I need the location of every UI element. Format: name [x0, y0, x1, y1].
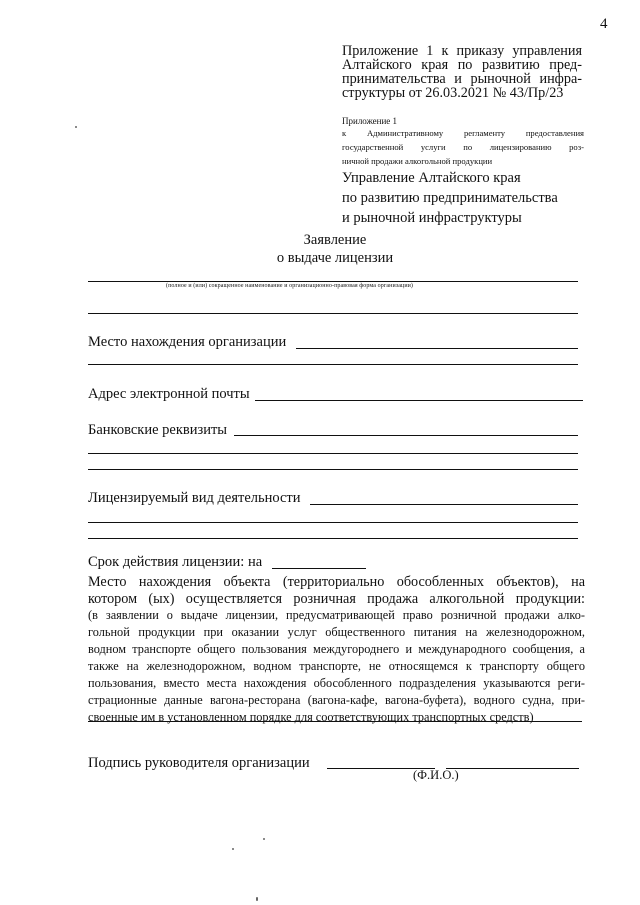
signature-label: Подпись руководителя организации [88, 755, 310, 771]
order-annex-line: Алтайского края по развитию пред- [342, 57, 582, 73]
license-validity-label: Срок действия лицензии: на [88, 554, 263, 570]
email-label: Адрес электронной почты [88, 386, 250, 402]
email-field-line[interactable] [255, 400, 583, 401]
regulation-annex-text [342, 126, 584, 168]
recipient-block [342, 168, 558, 228]
document-title: Заявление [303, 232, 367, 248]
location-label: Место нахождения организации [88, 334, 287, 350]
licensed-activity-field-line-2[interactable] [88, 522, 578, 523]
order-annex-line: Приложение 1 к приказу управления [342, 43, 582, 59]
page-number: 4 [600, 16, 608, 32]
licensed-activity-field-line-3[interactable] [88, 538, 578, 539]
document-subtitle: о выдаче лицензии [276, 250, 394, 266]
org-name-line[interactable] [88, 281, 578, 282]
regulation-annex-line: ничной продажи алкогольной продукции [342, 156, 493, 166]
order-annex-line: структуры от 26.03.2021 № 43/Пр/23 [342, 85, 564, 101]
recipient-line: Управление Алтайского края [342, 170, 521, 186]
order-annex-reference [342, 44, 582, 100]
location-field-line[interactable] [296, 348, 578, 349]
object-location-note [88, 607, 585, 726]
regulation-annex-line: государственной услуги по лицензированию роз- [342, 142, 584, 152]
scan-speck [256, 897, 258, 901]
license-validity-field-line[interactable] [272, 568, 366, 569]
org-name-caption: (полное и (или) сокращенное наименование и организационно-правовая форма организации) [166, 283, 414, 289]
licensed-activity-label: Лицензируемый вид деятельности [88, 490, 301, 506]
note-line: гольной продукции при оказании услуг общественного питания на железнодорожном, [88, 625, 585, 639]
regulation-annex-title: Приложение 1 [342, 116, 398, 126]
scan-speck [263, 838, 265, 840]
org-name-line-2[interactable] [88, 313, 578, 314]
object-location-line: Место нахождения объекта (территориально обособленных объектов), на [88, 574, 585, 590]
recipient-line: и рыночной инфраструктуры [342, 210, 522, 226]
licensed-activity-field-line[interactable] [310, 504, 578, 505]
bank-details-field-line-2[interactable] [88, 453, 578, 454]
note-line: водном транспорте общего пользования междугороднего и международного сообщения, а [88, 642, 585, 656]
location-field-line-2[interactable] [88, 364, 578, 365]
note-line: (в заявлении о выдаче лицензии, предусматривающей право розничной продажи алко- [88, 608, 585, 622]
order-annex-line: принимательства и рыночной инфра- [342, 71, 582, 87]
note-line: своенные им в установленном порядке для соответствующих транспортных средств) [88, 710, 534, 724]
scan-speck [232, 848, 234, 850]
fio-field-line[interactable] [446, 768, 579, 769]
regulation-annex-line: к Административному регламенту предоставления [342, 128, 584, 138]
bank-details-field-line-3[interactable] [88, 469, 578, 470]
scan-speck [75, 126, 77, 128]
recipient-line: по развитию предпринимательства [342, 190, 558, 206]
note-line: страционные данные вагона-ресторана (вагона-кафе, вагона-буфета), водного судна, при- [88, 693, 585, 707]
bank-details-field-line[interactable] [234, 435, 578, 436]
fio-caption: (Ф.И.О.) [413, 768, 459, 782]
note-line: также на железнодорожном, водном транспорте, не относящемся к транспорту общего [88, 659, 585, 673]
bank-details-label: Банковские реквизиты [88, 422, 228, 438]
object-location-line: котором (ых) осуществляется розничная продажа алкогольной продукции: [88, 591, 585, 607]
note-line: пользования, вместо места нахождения обособленного подразделения указываются реги- [88, 676, 585, 690]
object-location-field-line[interactable] [88, 721, 582, 722]
